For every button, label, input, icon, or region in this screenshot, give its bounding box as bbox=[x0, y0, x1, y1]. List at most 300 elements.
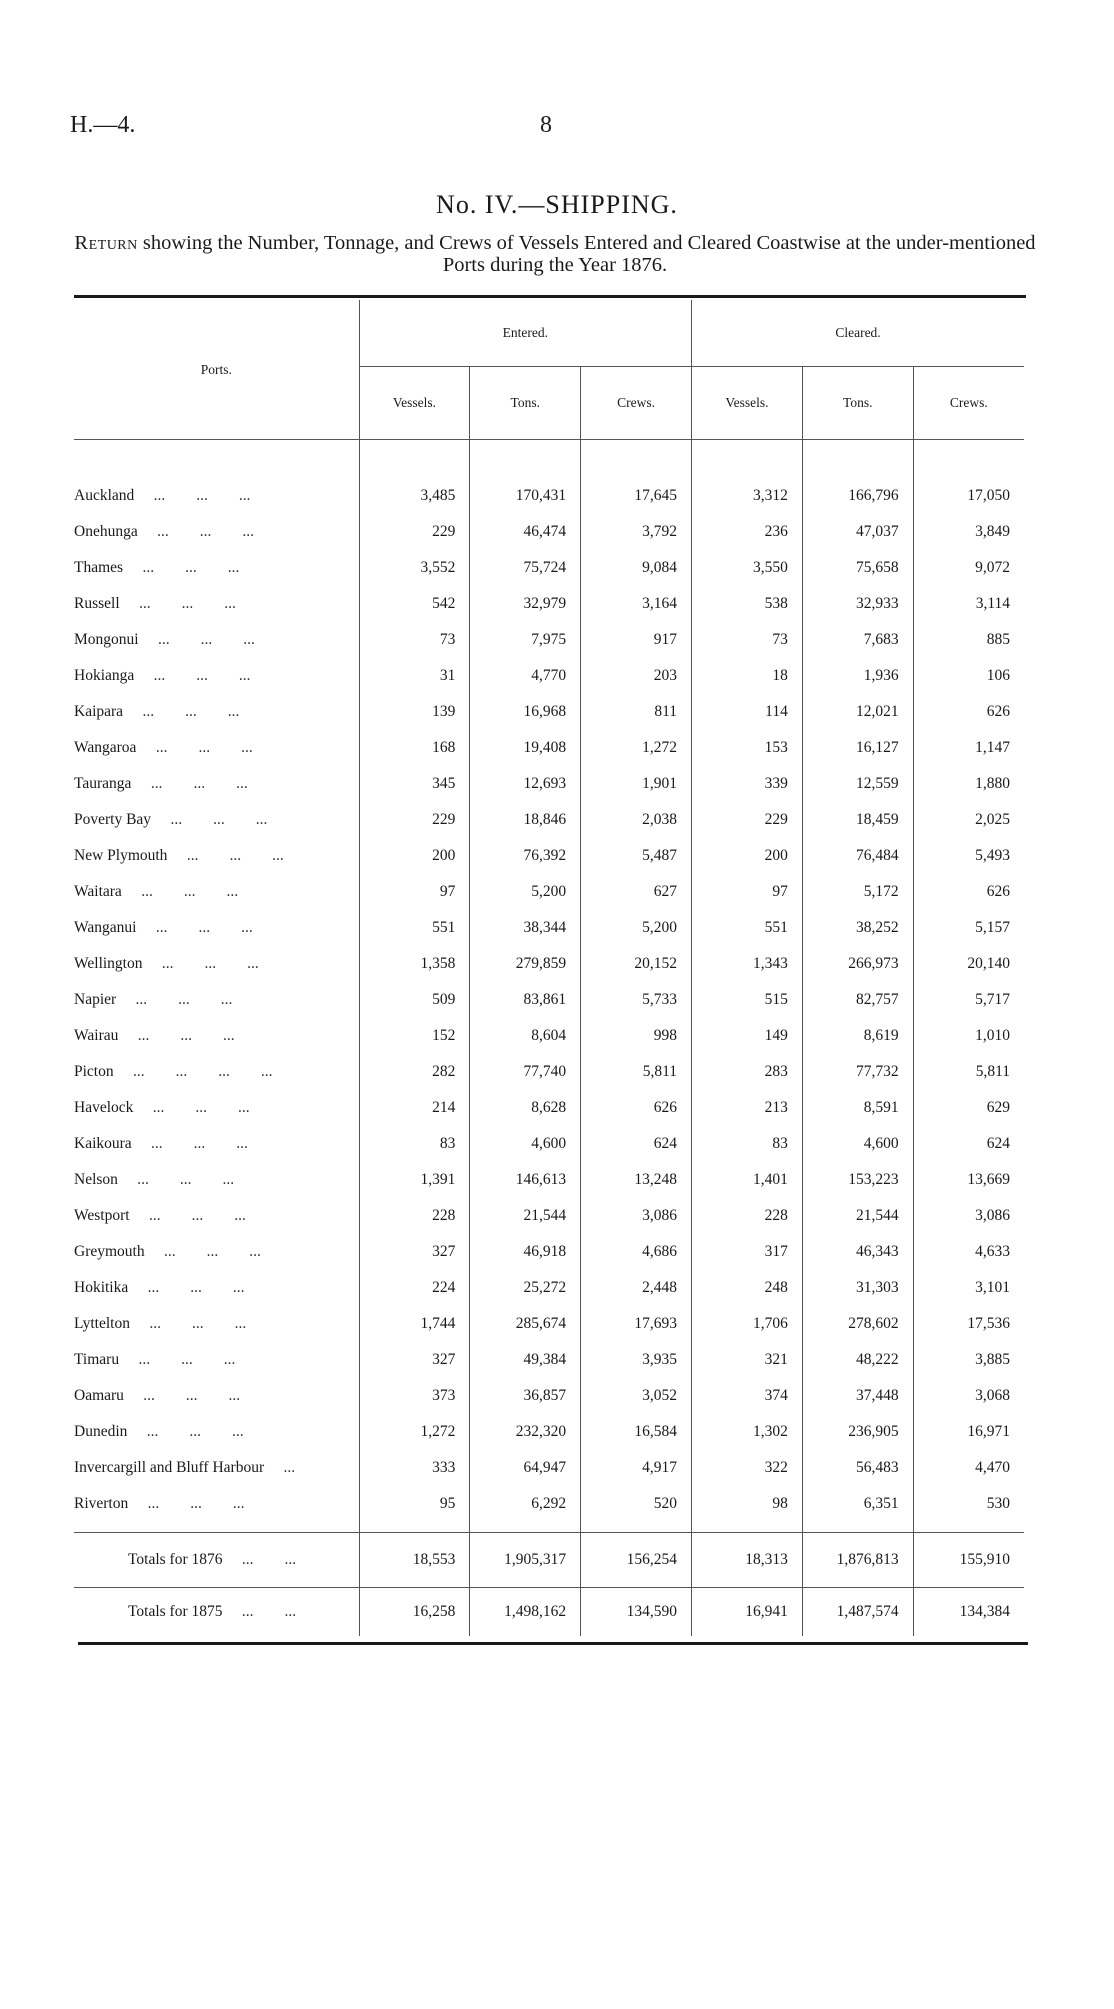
port-name: Havelock bbox=[74, 1099, 134, 1116]
value-cell: 5,493 bbox=[913, 838, 1024, 874]
table-row bbox=[74, 586, 1024, 622]
value-cell: 1,343 bbox=[692, 946, 803, 982]
value-cell: 1,706 bbox=[692, 1306, 803, 1342]
port-cell bbox=[74, 1162, 359, 1198]
subtitle-text: showing the Number, Tonnage, and Crews of Vessels Entered and Cleared Coastwise at the under-mentioned Ports during the Year 1876. bbox=[137, 232, 1036, 276]
value-cell: 168 bbox=[359, 730, 470, 766]
value-cell: 1,272 bbox=[359, 1414, 470, 1450]
value-cell: 1,272 bbox=[581, 730, 692, 766]
value-cell: 4,633 bbox=[913, 1234, 1024, 1270]
value-cell: 1,880 bbox=[913, 766, 1024, 802]
table-row bbox=[74, 1414, 1024, 1450]
totals-label: Totals for 1875 bbox=[128, 1603, 223, 1620]
port-name: Russell bbox=[74, 595, 120, 612]
value-cell: 317 bbox=[692, 1234, 803, 1270]
value-cell: 3,550 bbox=[692, 550, 803, 586]
value-cell: 38,344 bbox=[470, 910, 581, 946]
subtitle-lead: Return bbox=[74, 232, 138, 254]
port-name: Picton bbox=[74, 1063, 114, 1080]
value-cell: 13,669 bbox=[913, 1162, 1024, 1198]
value-cell: 21,544 bbox=[802, 1198, 913, 1234]
value-cell: 327 bbox=[359, 1342, 470, 1378]
value-cell: 114 bbox=[692, 694, 803, 730]
totals-row bbox=[74, 1533, 1024, 1588]
port-name: Greymouth bbox=[74, 1243, 145, 1260]
value-cell: 248 bbox=[692, 1270, 803, 1306]
value-cell: 17,645 bbox=[581, 478, 692, 514]
value-cell: 6,292 bbox=[470, 1486, 581, 1522]
value-cell: 153 bbox=[692, 730, 803, 766]
value-cell: 3,164 bbox=[581, 586, 692, 622]
value-cell: 5,172 bbox=[802, 874, 913, 910]
port-cell bbox=[74, 1414, 359, 1450]
leader-dots: ... ... bbox=[241, 1551, 297, 1568]
leader-dots: ... ... ... bbox=[143, 1387, 241, 1404]
value-cell: 1,010 bbox=[913, 1018, 1024, 1054]
value-cell: 8,604 bbox=[470, 1018, 581, 1054]
port-cell bbox=[74, 1126, 359, 1162]
value-cell: 18,459 bbox=[802, 802, 913, 838]
value-cell: 278,602 bbox=[802, 1306, 913, 1342]
value-cell: 37,448 bbox=[802, 1378, 913, 1414]
port-cell bbox=[74, 1486, 359, 1522]
value-cell: 228 bbox=[692, 1198, 803, 1234]
value-cell: 18 bbox=[692, 658, 803, 694]
table-row bbox=[74, 1486, 1024, 1522]
value-cell: 7,975 bbox=[470, 622, 581, 658]
table-row bbox=[74, 658, 1024, 694]
port-name: Tauranga bbox=[74, 775, 132, 792]
table-row bbox=[74, 1378, 1024, 1414]
value-cell: 811 bbox=[581, 694, 692, 730]
value-cell: 8,619 bbox=[802, 1018, 913, 1054]
port-name: Timaru bbox=[74, 1351, 120, 1368]
value-cell: 283 bbox=[692, 1054, 803, 1090]
value-cell: 38,252 bbox=[802, 910, 913, 946]
table-row bbox=[74, 874, 1024, 910]
port-name: Nelson bbox=[74, 1171, 118, 1188]
port-cell bbox=[74, 1378, 359, 1414]
value-cell: 9,084 bbox=[581, 550, 692, 586]
column-header: Tons. bbox=[802, 367, 913, 440]
value-cell: 3,086 bbox=[913, 1198, 1024, 1234]
port-name: Hokitika bbox=[74, 1279, 129, 1296]
table-row bbox=[74, 1162, 1024, 1198]
value-cell: 2,038 bbox=[581, 802, 692, 838]
value-cell: 17,536 bbox=[913, 1306, 1024, 1342]
value-cell: 551 bbox=[692, 910, 803, 946]
value-cell: 21,544 bbox=[470, 1198, 581, 1234]
value-cell: 12,021 bbox=[802, 694, 913, 730]
value-cell: 285,674 bbox=[470, 1306, 581, 1342]
value-cell: 282 bbox=[359, 1054, 470, 1090]
total-value-cell: 155,910 bbox=[913, 1533, 1024, 1588]
table-row bbox=[74, 766, 1024, 802]
leader-dots: ... ... ... bbox=[153, 487, 251, 504]
leader-dots: ... ... ... bbox=[170, 811, 268, 828]
column-header: Vessels. bbox=[359, 367, 470, 440]
value-cell: 224 bbox=[359, 1270, 470, 1306]
leader-dots: ... ... ... bbox=[149, 1315, 247, 1332]
value-cell: 5,200 bbox=[470, 874, 581, 910]
table-row bbox=[74, 1270, 1024, 1306]
value-cell: 9,072 bbox=[913, 550, 1024, 586]
leader-dots: ... ... ... bbox=[137, 1027, 235, 1044]
column-header: Crews. bbox=[581, 367, 692, 440]
value-cell: 4,600 bbox=[470, 1126, 581, 1162]
column-header: Tons. bbox=[470, 367, 581, 440]
table-row bbox=[74, 550, 1024, 586]
port-cell bbox=[74, 838, 359, 874]
table-row bbox=[74, 838, 1024, 874]
value-cell: 3,101 bbox=[913, 1270, 1024, 1306]
value-cell: 146,613 bbox=[470, 1162, 581, 1198]
value-cell: 8,628 bbox=[470, 1090, 581, 1126]
value-cell: 139 bbox=[359, 694, 470, 730]
table-row bbox=[74, 1342, 1024, 1378]
value-cell: 1,744 bbox=[359, 1306, 470, 1342]
value-cell: 20,152 bbox=[581, 946, 692, 982]
table-row bbox=[74, 1306, 1024, 1342]
port-cell bbox=[74, 982, 359, 1018]
value-cell: 47,037 bbox=[802, 514, 913, 550]
value-cell: 16,584 bbox=[581, 1414, 692, 1450]
value-cell: 153,223 bbox=[802, 1162, 913, 1198]
value-cell: 36,857 bbox=[470, 1378, 581, 1414]
port-cell bbox=[74, 658, 359, 694]
value-cell: 3,935 bbox=[581, 1342, 692, 1378]
value-cell: 106 bbox=[913, 658, 1024, 694]
value-cell: 4,686 bbox=[581, 1234, 692, 1270]
value-cell: 333 bbox=[359, 1450, 470, 1486]
total-value-cell: 18,313 bbox=[692, 1533, 803, 1588]
value-cell: 19,408 bbox=[470, 730, 581, 766]
total-value-cell: 16,941 bbox=[692, 1588, 803, 1637]
total-value-cell: 156,254 bbox=[581, 1533, 692, 1588]
leader-dots: ... ... ... bbox=[138, 1351, 236, 1368]
port-name: Napier bbox=[74, 991, 117, 1008]
value-cell: 4,470 bbox=[913, 1450, 1024, 1486]
value-cell: 82,757 bbox=[802, 982, 913, 1018]
value-cell: 97 bbox=[692, 874, 803, 910]
leader-dots: ... bbox=[283, 1459, 296, 1476]
value-cell: 73 bbox=[359, 622, 470, 658]
total-value-cell: 134,590 bbox=[581, 1588, 692, 1637]
port-cell bbox=[74, 1270, 359, 1306]
port-cell bbox=[74, 514, 359, 550]
value-cell: 322 bbox=[692, 1450, 803, 1486]
port-name: Hokianga bbox=[74, 667, 135, 684]
value-cell: 4,600 bbox=[802, 1126, 913, 1162]
leader-dots: ... ... ... bbox=[157, 631, 255, 648]
value-cell: 76,392 bbox=[470, 838, 581, 874]
value-cell: 16,971 bbox=[913, 1414, 1024, 1450]
table-row bbox=[74, 1450, 1024, 1486]
value-cell: 75,724 bbox=[470, 550, 581, 586]
value-cell: 5,811 bbox=[581, 1054, 692, 1090]
value-cell: 16,968 bbox=[470, 694, 581, 730]
port-cell bbox=[74, 910, 359, 946]
value-cell: 627 bbox=[581, 874, 692, 910]
value-cell: 3,885 bbox=[913, 1342, 1024, 1378]
value-cell: 98 bbox=[692, 1486, 803, 1522]
value-cell: 624 bbox=[581, 1126, 692, 1162]
leader-dots: ... ... ... bbox=[137, 1171, 235, 1188]
value-cell: 13,248 bbox=[581, 1162, 692, 1198]
value-cell: 170,431 bbox=[470, 478, 581, 514]
port-name: Oamaru bbox=[74, 1387, 124, 1404]
value-cell: 152 bbox=[359, 1018, 470, 1054]
value-cell: 5,717 bbox=[913, 982, 1024, 1018]
value-cell: 17,050 bbox=[913, 478, 1024, 514]
value-cell: 8,591 bbox=[802, 1090, 913, 1126]
value-cell: 515 bbox=[692, 982, 803, 1018]
ports-header: Ports. bbox=[200, 361, 232, 377]
value-cell: 229 bbox=[692, 802, 803, 838]
value-cell: 520 bbox=[581, 1486, 692, 1522]
port-name: Auckland bbox=[74, 487, 135, 504]
top-rule bbox=[74, 295, 1026, 298]
table-row bbox=[74, 622, 1024, 658]
port-name: Lyttelton bbox=[74, 1315, 130, 1332]
value-cell: 5,487 bbox=[581, 838, 692, 874]
value-cell: 149 bbox=[692, 1018, 803, 1054]
value-cell: 1,147 bbox=[913, 730, 1024, 766]
value-cell: 6,351 bbox=[802, 1486, 913, 1522]
value-cell: 538 bbox=[692, 586, 803, 622]
port-name: Wanganui bbox=[74, 919, 137, 936]
value-cell: 1,358 bbox=[359, 946, 470, 982]
table-row bbox=[74, 802, 1024, 838]
value-cell: 3,086 bbox=[581, 1198, 692, 1234]
total-value-cell: 16,258 bbox=[359, 1588, 470, 1637]
port-cell bbox=[74, 1054, 359, 1090]
value-cell: 229 bbox=[359, 514, 470, 550]
value-cell: 266,973 bbox=[802, 946, 913, 982]
page-subtitle bbox=[70, 232, 1040, 276]
port-name: Wairau bbox=[74, 1027, 119, 1044]
port-cell bbox=[74, 694, 359, 730]
value-cell: 236,905 bbox=[802, 1414, 913, 1450]
value-cell: 1,401 bbox=[692, 1162, 803, 1198]
leader-dots: ... ... ... bbox=[142, 703, 240, 720]
value-cell: 4,770 bbox=[470, 658, 581, 694]
table-row bbox=[74, 1090, 1024, 1126]
value-cell: 626 bbox=[913, 874, 1024, 910]
value-cell: 3,312 bbox=[692, 478, 803, 514]
value-cell: 83 bbox=[692, 1126, 803, 1162]
total-value-cell: 1,905,317 bbox=[470, 1533, 581, 1588]
value-cell: 97 bbox=[359, 874, 470, 910]
value-cell: 75,658 bbox=[802, 550, 913, 586]
value-cell: 339 bbox=[692, 766, 803, 802]
value-cell: 46,343 bbox=[802, 1234, 913, 1270]
value-cell: 12,559 bbox=[802, 766, 913, 802]
leader-dots: ... ... ... bbox=[155, 919, 253, 936]
value-cell: 3,485 bbox=[359, 478, 470, 514]
value-cell: 16,127 bbox=[802, 730, 913, 766]
value-cell: 917 bbox=[581, 622, 692, 658]
value-cell: 17,693 bbox=[581, 1306, 692, 1342]
value-cell: 200 bbox=[359, 838, 470, 874]
cleared-group-header: Cleared. bbox=[692, 300, 1024, 367]
port-name: Westport bbox=[74, 1207, 130, 1224]
totals-label: Totals for 1876 bbox=[128, 1551, 223, 1568]
page-title: No. IV.—SHIPPING. bbox=[436, 190, 678, 219]
value-cell: 56,483 bbox=[802, 1450, 913, 1486]
totals-label-cell bbox=[74, 1533, 359, 1588]
value-cell: 3,068 bbox=[913, 1378, 1024, 1414]
port-name: Poverty Bay bbox=[74, 811, 152, 828]
value-cell: 213 bbox=[692, 1090, 803, 1126]
port-name: Thames bbox=[74, 559, 124, 576]
port-cell bbox=[74, 1090, 359, 1126]
port-name: Kaipara bbox=[74, 703, 124, 720]
value-cell: 236 bbox=[692, 514, 803, 550]
leader-dots: ... ... ... bbox=[152, 1099, 250, 1116]
port-name: Kaikoura bbox=[74, 1135, 132, 1152]
value-cell: 1,391 bbox=[359, 1162, 470, 1198]
port-name: Riverton bbox=[74, 1495, 129, 1512]
leader-dots: ... ... ... bbox=[146, 1423, 244, 1440]
port-cell bbox=[74, 766, 359, 802]
value-cell: 279,859 bbox=[470, 946, 581, 982]
port-name: New Plymouth bbox=[74, 847, 168, 864]
value-cell: 626 bbox=[581, 1090, 692, 1126]
value-cell: 95 bbox=[359, 1486, 470, 1522]
value-cell: 46,474 bbox=[470, 514, 581, 550]
port-cell bbox=[74, 946, 359, 982]
value-cell: 31,303 bbox=[802, 1270, 913, 1306]
table-row bbox=[74, 514, 1024, 550]
value-cell: 3,552 bbox=[359, 550, 470, 586]
leader-dots: ... ... ... bbox=[153, 667, 251, 684]
totals-label-cell bbox=[74, 1588, 359, 1637]
value-cell: 3,792 bbox=[581, 514, 692, 550]
leader-dots: ... ... bbox=[241, 1603, 297, 1620]
table-row bbox=[74, 946, 1024, 982]
value-cell: 77,732 bbox=[802, 1054, 913, 1090]
leader-dots: ... ... ... bbox=[157, 523, 254, 540]
table-row bbox=[74, 1054, 1024, 1090]
table-row bbox=[74, 910, 1024, 946]
value-cell: 629 bbox=[913, 1090, 1024, 1126]
total-value-cell: 134,384 bbox=[913, 1588, 1024, 1637]
port-cell bbox=[74, 1198, 359, 1234]
table-row bbox=[74, 1198, 1024, 1234]
port-name: Waitara bbox=[74, 883, 122, 900]
leader-dots: ... ... ... bbox=[163, 1243, 261, 1260]
value-cell: 5,733 bbox=[581, 982, 692, 1018]
value-cell: 12,693 bbox=[470, 766, 581, 802]
value-cell: 32,979 bbox=[470, 586, 581, 622]
value-cell: 46,918 bbox=[470, 1234, 581, 1270]
port-cell bbox=[74, 1450, 359, 1486]
total-value-cell: 18,553 bbox=[359, 1533, 470, 1588]
value-cell: 3,114 bbox=[913, 586, 1024, 622]
value-cell: 327 bbox=[359, 1234, 470, 1270]
table-row bbox=[74, 1126, 1024, 1162]
port-cell bbox=[74, 802, 359, 838]
table-row bbox=[74, 982, 1024, 1018]
value-cell: 48,222 bbox=[802, 1342, 913, 1378]
leader-dots: ... ... ... bbox=[155, 739, 253, 756]
value-cell: 626 bbox=[913, 694, 1024, 730]
value-cell: 542 bbox=[359, 586, 470, 622]
port-cell bbox=[74, 1234, 359, 1270]
value-cell: 5,811 bbox=[913, 1054, 1024, 1090]
value-cell: 3,052 bbox=[581, 1378, 692, 1414]
shipping-table bbox=[74, 300, 1024, 1636]
leader-dots: ... ... ... bbox=[148, 1207, 246, 1224]
port-cell bbox=[74, 874, 359, 910]
value-cell: 20,140 bbox=[913, 946, 1024, 982]
column-header: Vessels. bbox=[692, 367, 803, 440]
port-cell bbox=[74, 1306, 359, 1342]
leader-dots: ... ... ... bbox=[147, 1279, 245, 1296]
port-name: Onehunga bbox=[74, 523, 138, 540]
value-cell: 228 bbox=[359, 1198, 470, 1234]
port-cell bbox=[74, 1342, 359, 1378]
port-name: Invercargill and Bluff Harbour bbox=[74, 1459, 265, 1476]
port-cell bbox=[74, 478, 359, 514]
table-row bbox=[74, 478, 1024, 514]
value-cell: 4,917 bbox=[581, 1450, 692, 1486]
value-cell: 321 bbox=[692, 1342, 803, 1378]
value-cell: 83 bbox=[359, 1126, 470, 1162]
port-cell bbox=[74, 1018, 359, 1054]
value-cell: 1,302 bbox=[692, 1414, 803, 1450]
value-cell: 77,740 bbox=[470, 1054, 581, 1090]
port-name: Wellington bbox=[74, 955, 143, 972]
bottom-rule bbox=[78, 1642, 1028, 1645]
value-cell: 998 bbox=[581, 1018, 692, 1054]
port-cell bbox=[74, 586, 359, 622]
value-cell: 5,157 bbox=[913, 910, 1024, 946]
value-cell: 509 bbox=[359, 982, 470, 1018]
leader-dots: ... ... ... bbox=[135, 991, 233, 1008]
port-cell bbox=[74, 622, 359, 658]
port-name: Mongonui bbox=[74, 631, 139, 648]
port-name: Wangaroa bbox=[74, 739, 137, 756]
total-value-cell: 1,498,162 bbox=[470, 1588, 581, 1637]
value-cell: 374 bbox=[692, 1378, 803, 1414]
leader-dots: ... ... ... bbox=[150, 775, 248, 792]
total-value-cell: 1,487,574 bbox=[802, 1588, 913, 1637]
value-cell: 214 bbox=[359, 1090, 470, 1126]
value-cell: 229 bbox=[359, 802, 470, 838]
value-cell: 83,861 bbox=[470, 982, 581, 1018]
page-number: 8 bbox=[540, 112, 552, 138]
value-cell: 232,320 bbox=[470, 1414, 581, 1450]
value-cell: 2,025 bbox=[913, 802, 1024, 838]
value-cell: 7,683 bbox=[802, 622, 913, 658]
column-header: Crews. bbox=[913, 367, 1024, 440]
total-value-cell: 1,876,813 bbox=[802, 1533, 913, 1588]
leader-dots: ... ... ... bbox=[147, 1495, 245, 1512]
value-cell: 166,796 bbox=[802, 478, 913, 514]
leader-dots: ... ... ... bbox=[161, 955, 259, 972]
leader-dots: ... ... ... ... bbox=[133, 1063, 273, 1080]
value-cell: 73 bbox=[692, 622, 803, 658]
port-cell bbox=[74, 730, 359, 766]
value-cell: 624 bbox=[913, 1126, 1024, 1162]
leader-dots: ... ... ... bbox=[141, 883, 239, 900]
leader-dots: ... ... ... bbox=[186, 847, 284, 864]
leader-dots: ... ... ... bbox=[151, 1135, 248, 1152]
value-cell: 76,484 bbox=[802, 838, 913, 874]
value-cell: 31 bbox=[359, 658, 470, 694]
